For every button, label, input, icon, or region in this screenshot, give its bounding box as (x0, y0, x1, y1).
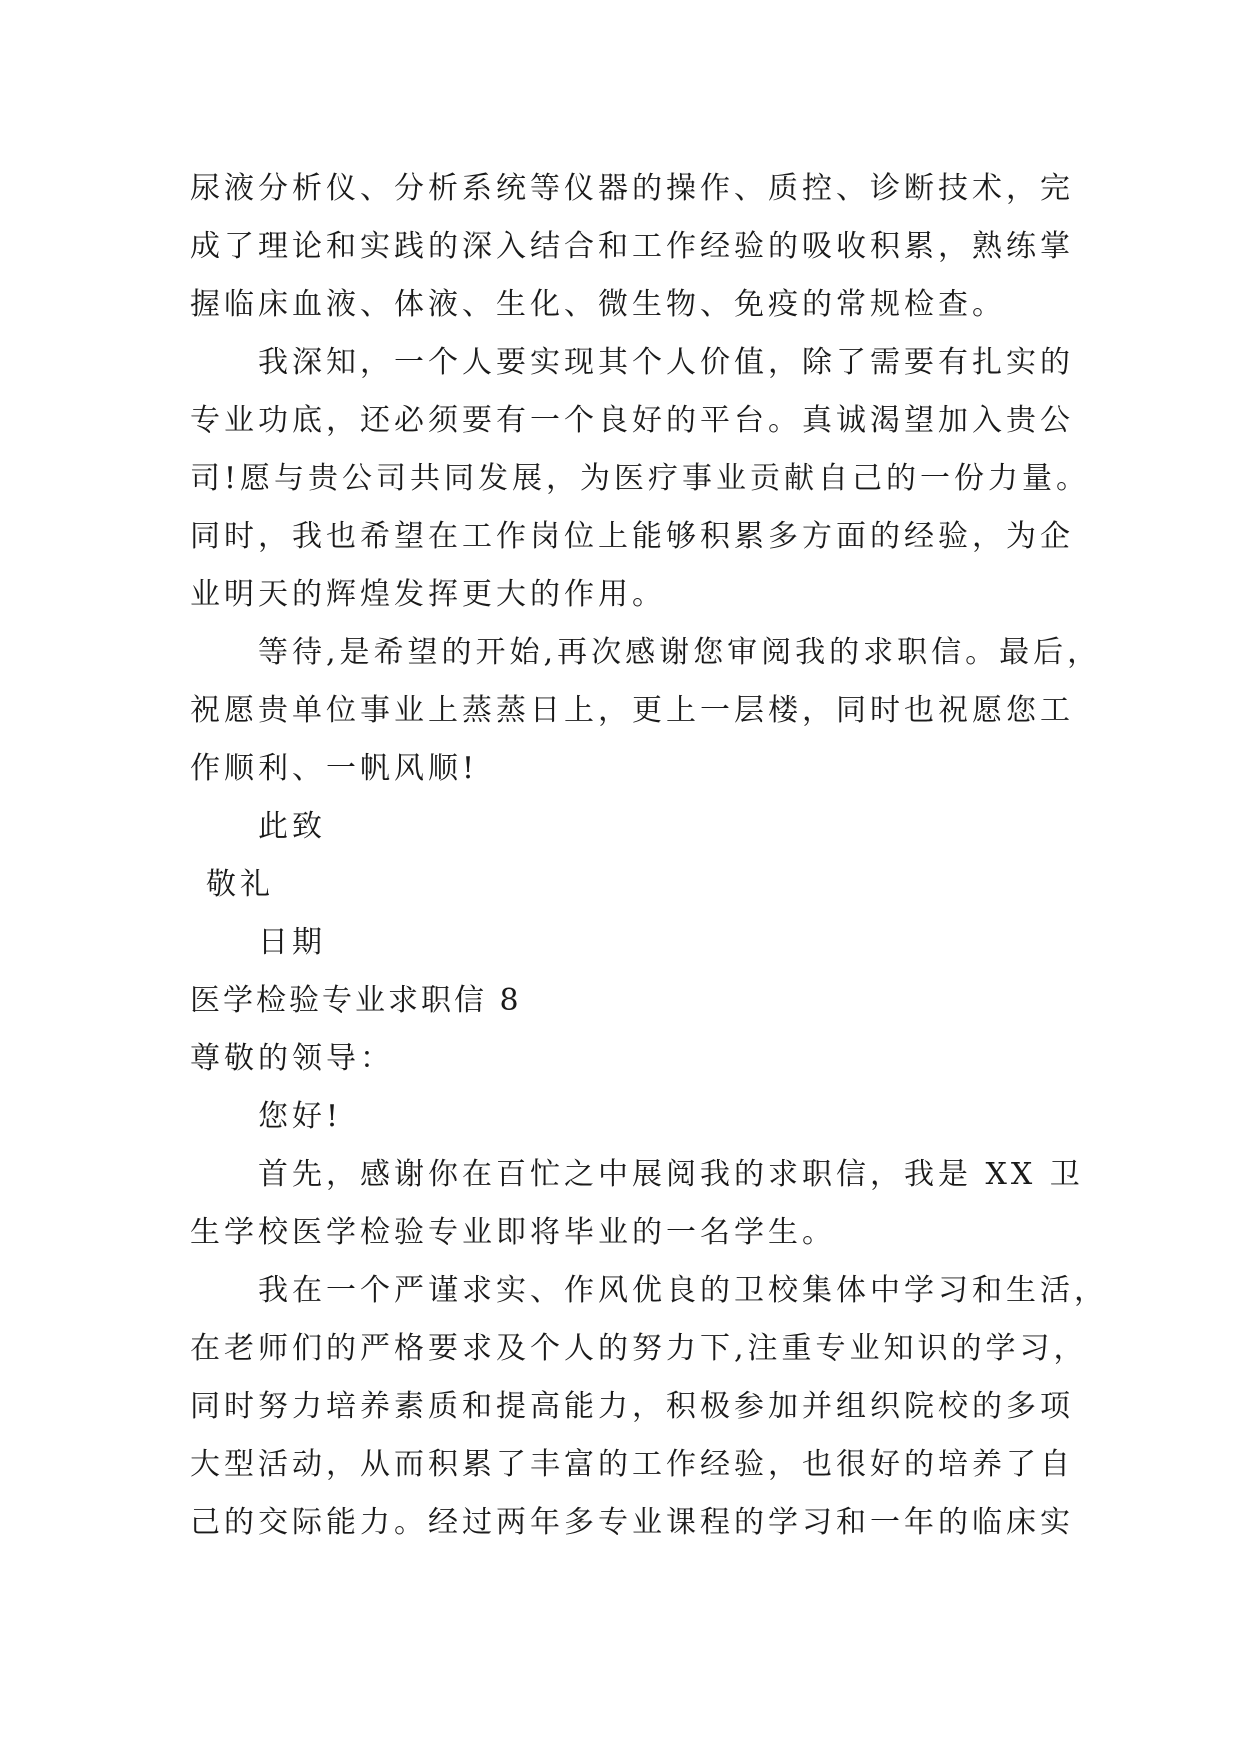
section-title: 医学检验专业求职信 8 (190, 983, 522, 1018)
text-line: 大型活动，从而积累了丰富的工作经验，也很好的培养了自 (190, 1447, 1074, 1482)
text-line: 同时，我也希望在工作岗位上能够积累多方面的经验，为企 (190, 519, 1074, 554)
text-line: 专业功底，还必须要有一个良好的平台。真诚渴望加入贵公 (190, 403, 1074, 438)
text-line: 成了理论和实践的深入结合和工作经验的吸收积累，熟练掌 (190, 229, 1074, 264)
text-line: 首先，感谢你在百忙之中展阅我的求职信，我是 XX 卫 (258, 1157, 1084, 1192)
text-line: 握临床血液、体液、生化、微生物、免疫的常规检查。 (190, 287, 1006, 322)
text-line: 我在一个严谨求实、作风优良的卫校集体中学习和生活， (258, 1273, 1108, 1308)
text-line: 己的交际能力。经过两年多专业课程的学习和一年的临床实 (190, 1505, 1074, 1540)
text-line: 作顺利、一帆风顺! (190, 751, 479, 786)
closing-salutation: 此致 (258, 809, 326, 844)
text-line: 尿液分析仪、分析系统等仪器的操作、质控、诊断技术，完 (190, 171, 1074, 206)
text-line: 祝愿贵单位事业上蒸蒸日上，更上一层楼，同时也祝愿您工 (190, 693, 1074, 728)
closing-regards: 敬礼 (206, 867, 274, 902)
date-label: 日期 (258, 925, 326, 960)
letter-body (190, 160, 1108, 1552)
text-line: 业明天的辉煌发挥更大的作用。 (190, 577, 666, 612)
text-line: 您好! (258, 1099, 343, 1134)
greeting: 尊敬的领导： (190, 1041, 394, 1076)
text-line: 我深知，一个人要实现其个人价值，除了需要有扎实的 (258, 345, 1074, 380)
text-line: 司!愿与贵公司共同发展，为医疗事业贡献自己的一份力量。 (190, 461, 1091, 496)
text-line: 在老师们的严格要求及个人的努力下,注重专业知识的学习， (190, 1331, 1088, 1366)
text-line: 等待,是希望的开始,再次感谢您审阅我的求职信。最后， (258, 635, 1102, 670)
text-line: 生学校医学检验专业即将毕业的一名学生。 (190, 1215, 836, 1250)
text-line: 同时努力培养素质和提高能力，积极参加并组织院校的多项 (190, 1389, 1074, 1424)
